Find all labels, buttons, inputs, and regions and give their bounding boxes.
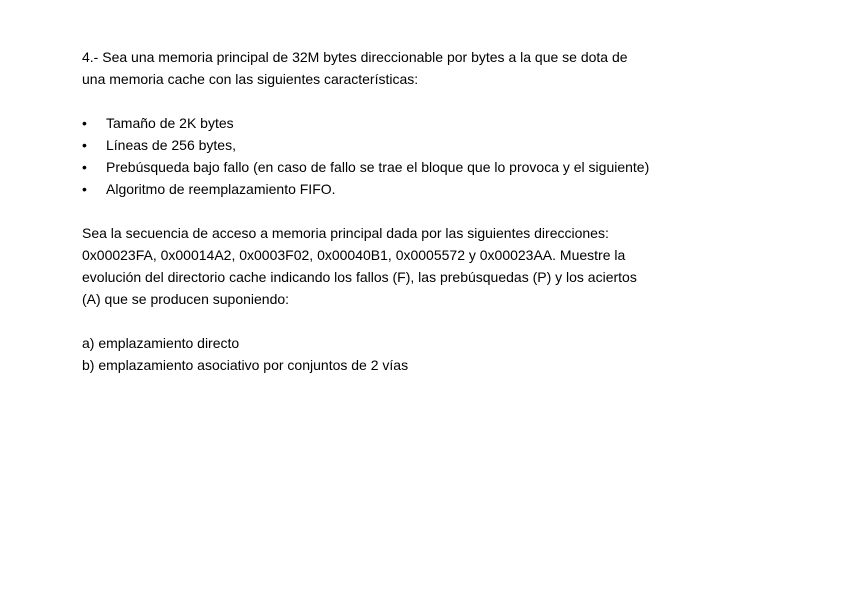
intro-line: 4.- Sea una memoria principal de 32M bytes direccionable por bytes a la que se dota de bbox=[82, 49, 628, 65]
sequence-line: Sea la secuencia de acceso a memoria principal dada por las siguientes direcciones: bbox=[82, 225, 609, 241]
paragraph-spacer bbox=[82, 310, 772, 332]
list-item bbox=[82, 156, 772, 178]
paragraph-spacer bbox=[82, 200, 772, 222]
list-item-text: Algoritmo de reemplazamiento FIFO. bbox=[106, 181, 336, 197]
problem-statement bbox=[82, 46, 772, 376]
bullet-icon: • bbox=[82, 159, 87, 175]
list-item-text: Prebúsqueda bajo fallo (en caso de fallo se trae el bloque que lo provoca y el siguiente) bbox=[106, 159, 650, 175]
intro-line: una memoria cache con las siguientes características: bbox=[82, 71, 419, 87]
list-item bbox=[82, 112, 772, 134]
sequence-line: 0x00023FA, 0x00014A2, 0x0003F02, 0x00040B1, 0x0005572 y 0x00023AA. Muestre la bbox=[82, 247, 626, 263]
list-item bbox=[82, 178, 772, 200]
sequence-line: evolución del directorio cache indicando los fallos (F), las prebúsquedas (P) y los aciertos bbox=[82, 269, 637, 285]
option-direct-mapping: a) emplazamiento directo bbox=[82, 335, 240, 351]
list-item-text: Tamaño de 2K bytes bbox=[106, 115, 234, 131]
bullet-icon: • bbox=[82, 137, 87, 153]
characteristics-list bbox=[82, 112, 772, 200]
intro-paragraph bbox=[82, 46, 772, 90]
sequence-line: (A) que se producen suponiendo: bbox=[82, 291, 290, 307]
bullet-icon: • bbox=[82, 181, 87, 197]
option-set-associative: b) emplazamiento asociativo por conjuntos de 2 vías bbox=[82, 357, 409, 373]
sequence-paragraph bbox=[82, 222, 772, 310]
list-item-text: Líneas de 256 bytes, bbox=[106, 137, 236, 153]
bullet-icon: • bbox=[82, 115, 87, 131]
list-item bbox=[82, 134, 772, 156]
options-list bbox=[82, 332, 772, 376]
paragraph-spacer bbox=[82, 90, 772, 112]
